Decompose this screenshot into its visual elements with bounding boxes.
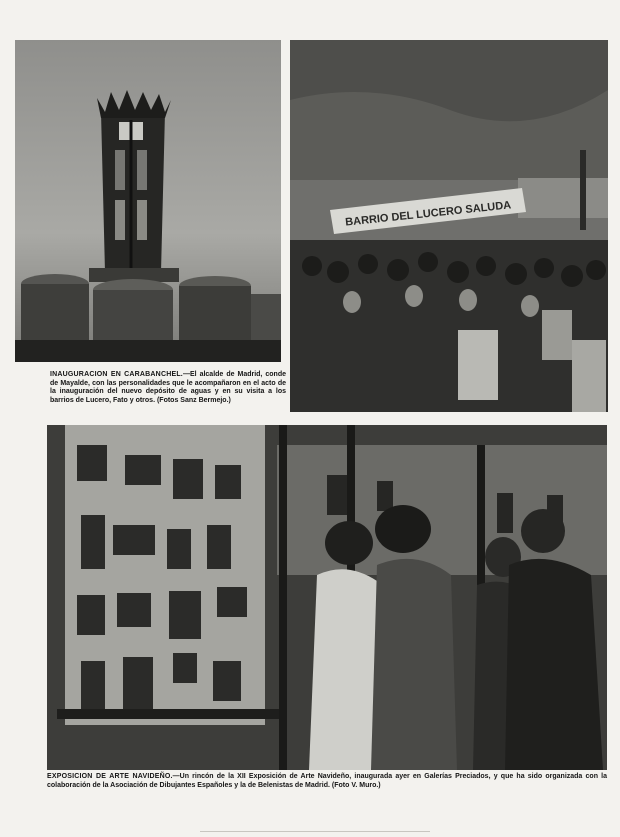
- water-tower-photo: [15, 40, 281, 362]
- crowd-photo: [290, 40, 608, 412]
- caption-exposicion-heading: EXPOSICION DE ARTE NAVIDEÑO.: [47, 773, 173, 780]
- caption-exposicion-body: —Un rincón de la XII Exposición de Arte Navideño, inaugurada ayer en Galerías Preciados, y que ha sido organizada con la colaboración de la Asociación de Dibujantes Españoles y la de Belenistas de Madrid. (Foto V. Muro.): [47, 773, 607, 789]
- banner-text: BARRIO DEL LUCERO SALUDA: [344, 199, 512, 229]
- caption-caravanchel-body: —El alcalde de Madrid, conde de Mayalde, con las personalidades que le acompañaron en el acto de la inauguración del nuevo depósito de aguas y en su visita a los barrios de Lucero, Fato y otros. (Fotos Sanz Bermejo.): [50, 371, 286, 404]
- bottom-rule: [200, 831, 430, 832]
- caption-caravanchel-heading: INAUGURACION EN CARABANCHEL.: [50, 371, 183, 378]
- caption-caravanchel: [50, 371, 286, 405]
- exhibit-photo: [47, 425, 607, 770]
- caption-exposicion: [47, 773, 607, 790]
